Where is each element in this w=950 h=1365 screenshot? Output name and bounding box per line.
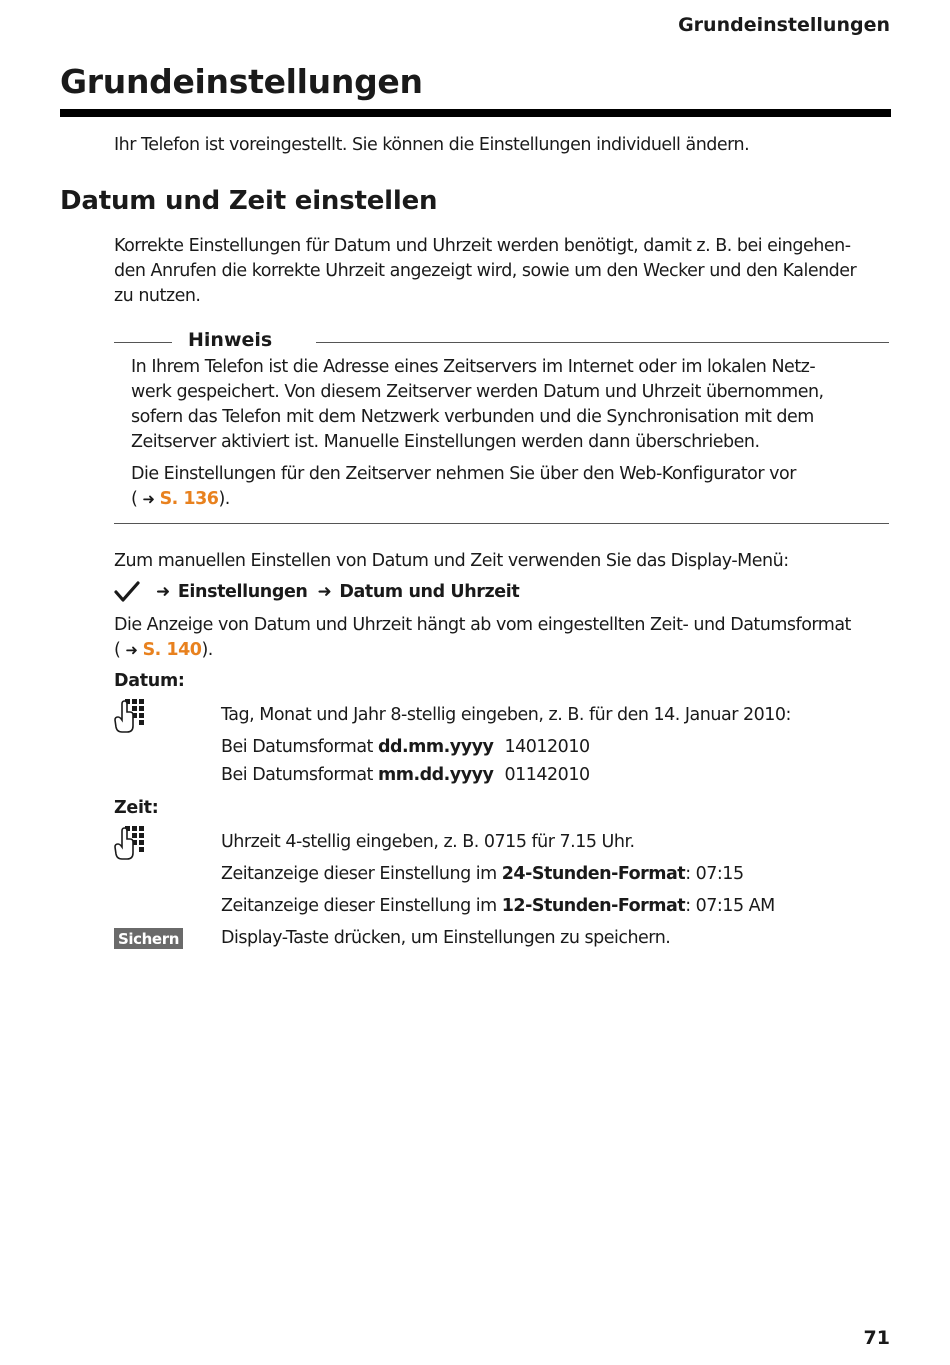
title-rule bbox=[60, 109, 891, 117]
row-prefix: Zeitanzeige dieser Einstellung im bbox=[221, 864, 497, 884]
keypad-icon bbox=[114, 825, 148, 861]
note-line: werk gespeichert. Von diesem Zeitserver werden Datum und Uhrzeit übernommen, bbox=[131, 382, 824, 402]
menu-path bbox=[114, 580, 519, 604]
row-prefix: Bei Datumsformat bbox=[221, 737, 373, 757]
running-head: Grundeinstellungen bbox=[678, 14, 890, 36]
paren-open: ( bbox=[131, 489, 138, 509]
date-value: 14012010 bbox=[504, 737, 590, 757]
section-line: Korrekte Einstellungen für Datum und Uhrzeit werden benötigt, damit z. B. bei eingehen- bbox=[114, 236, 851, 256]
time-value: : 07:15 bbox=[685, 864, 744, 884]
keypad-icon bbox=[114, 698, 148, 734]
page-title: Grundeinstellungen bbox=[60, 62, 423, 101]
date-format-row bbox=[221, 735, 590, 760]
arrow-icon: ➜ bbox=[317, 582, 332, 602]
date-value: 01142010 bbox=[504, 765, 590, 785]
section-paragraph bbox=[114, 234, 894, 309]
note-rule-left bbox=[114, 342, 172, 343]
row-prefix: Zeitanzeige dieser Einstellung im bbox=[221, 896, 497, 916]
paren-close: ). bbox=[201, 640, 213, 660]
page-link[interactable]: S. 140 bbox=[142, 640, 202, 660]
note-rule-right bbox=[316, 342, 889, 343]
time-label: Zeit: bbox=[114, 798, 159, 818]
paren-close: ). bbox=[218, 489, 230, 509]
menu-step-einstellungen: Einstellungen bbox=[177, 582, 308, 602]
intro-text: Ihr Telefon ist voreingestellt. Sie können die Einstellungen individuell ändern. bbox=[114, 135, 750, 155]
time-format: 24-Stunden-Format bbox=[501, 864, 686, 884]
menu-step-datum-und-uhrzeit: Datum und Uhrzeit bbox=[339, 582, 520, 602]
format-note bbox=[114, 613, 904, 663]
arrow-icon: ➜ bbox=[125, 641, 138, 659]
date-format: dd.mm.yyyy bbox=[377, 737, 494, 757]
date-format: mm.dd.yyyy bbox=[377, 765, 494, 785]
time-format: 12-Stunden-Format bbox=[501, 896, 686, 916]
time-instruction: Uhrzeit 4-stellig eingeben, z. B. 0715 für 7.15 Uhr. bbox=[221, 832, 635, 852]
time-format-row bbox=[221, 894, 775, 919]
page-number: 71 bbox=[863, 1327, 890, 1349]
row-prefix: Bei Datumsformat bbox=[221, 765, 373, 785]
note-line: Zeitserver aktiviert ist. Manuelle Einstellungen werden dann überschrieben. bbox=[131, 432, 760, 452]
page-link[interactable]: S. 136 bbox=[159, 489, 219, 509]
section-title: Datum und Zeit einstellen bbox=[60, 186, 438, 216]
time-value: : 07:15 AM bbox=[685, 896, 775, 916]
arrow-icon: ➜ bbox=[142, 490, 155, 508]
note-rule-bottom bbox=[114, 523, 889, 524]
manual-intro: Zum manuellen Einstellen von Datum und Zeit verwenden Sie das Display-Menü: bbox=[114, 551, 789, 571]
arrow-icon: ➜ bbox=[156, 582, 170, 602]
paren-open: ( bbox=[114, 640, 121, 660]
date-label: Datum: bbox=[114, 671, 185, 691]
time-format-row bbox=[221, 862, 744, 887]
section-line: zu nutzen. bbox=[114, 286, 201, 306]
section-line: den Anrufen die korrekte Uhrzeit angezeigt wird, sowie um den Wecker und den Kalender bbox=[114, 261, 857, 281]
save-instruction: Display-Taste drücken, um Einstellungen zu speichern. bbox=[221, 928, 671, 948]
note-line: sofern das Telefon mit dem Netzwerk verbunden und die Synchronisation mit dem bbox=[131, 407, 814, 427]
checkmark-icon bbox=[114, 580, 140, 604]
date-instruction: Tag, Monat und Jahr 8-stellig eingeben, z. B. für den 14. Januar 2010: bbox=[221, 705, 791, 725]
note-title: Hinweis bbox=[188, 329, 273, 351]
note-line: Die Einstellungen für den Zeitserver nehmen Sie über den Web-Konfigurator vor bbox=[131, 464, 796, 484]
note-line: In Ihrem Telefon ist die Adresse eines Zeitservers im Internet oder im lokalen Netz- bbox=[131, 357, 816, 377]
sichern-softkey[interactable]: Sichern bbox=[114, 928, 183, 949]
date-format-row bbox=[221, 763, 590, 788]
note-paragraph bbox=[131, 355, 891, 455]
note-paragraph-2 bbox=[131, 462, 891, 512]
format-note-line: Die Anzeige von Datum und Uhrzeit hängt ab vom eingestellten Zeit- und Datumsformat bbox=[114, 615, 851, 635]
